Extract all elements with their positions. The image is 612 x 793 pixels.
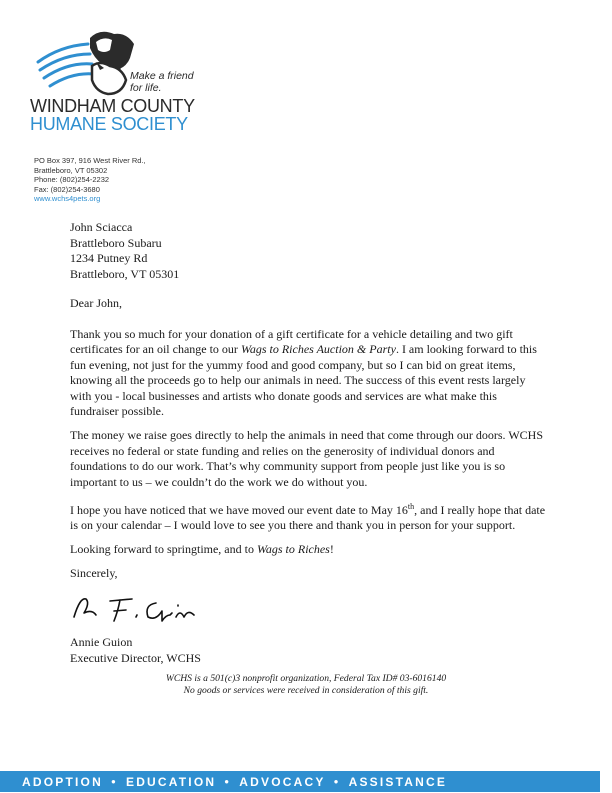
recipient-block bbox=[70, 220, 179, 282]
website-link[interactable]: www.wchs4pets.org bbox=[34, 194, 101, 204]
recipient-name: John Sciacca bbox=[70, 220, 133, 234]
org-address bbox=[34, 156, 146, 204]
paragraph-3: I hope you have noticed that we have moved our event date to May 16th, and I really hope that date is on your calendar – I would love to see you there and thank you in person for your support. bbox=[70, 501, 546, 532]
paragraph-2: The money we raise goes directly to help the animals in need that come through our doors. WCHS receives no federal or state funding and relies on the generosity of individual donors and foundations to do our work. That’s why community support from people just like you is so important to us – we couldn’t do the work we do without you. bbox=[70, 428, 543, 489]
phone-number: Phone: (802)254-2232 bbox=[34, 175, 110, 185]
paragraph-4: Looking forward to springtime, and to Wags to Riches! bbox=[70, 542, 334, 556]
signer-title: Executive Director, WCHS bbox=[70, 650, 201, 665]
event-name: Wags to Riches Auction & Party bbox=[240, 342, 396, 356]
fax-number: Fax: (802)254-3680 bbox=[34, 184, 100, 194]
bar-item-education: EDUCATION bbox=[125, 775, 217, 789]
bar-item-advocacy: ADVOCACY bbox=[239, 775, 326, 789]
no-goods-line: No goods or services were received in consideration of this gift. bbox=[183, 685, 429, 696]
bullet-icon: ● bbox=[333, 777, 341, 786]
tax-id-line: WCHS is a 501(c)3 nonprofit organization, Federal Tax ID# 03-6016140 bbox=[165, 673, 447, 684]
bullet-icon: ● bbox=[110, 777, 118, 786]
address-line-2: Brattleboro, VT 05302 bbox=[34, 165, 108, 175]
tagline-line-2: for life. bbox=[130, 82, 162, 94]
brand-tagline bbox=[130, 70, 210, 94]
address-line-1: PO Box 397, 916 West River Rd., bbox=[34, 156, 146, 165]
bullet-icon: ● bbox=[224, 777, 232, 786]
letter-body bbox=[70, 296, 548, 590]
wchs-logo-icon bbox=[30, 24, 140, 104]
event-name-short: Wags to Riches bbox=[256, 542, 330, 556]
signer-block bbox=[70, 635, 201, 666]
recipient-street: 1234 Putney Rd bbox=[70, 251, 148, 265]
org-name-line-2: HUMANE SOCIETY bbox=[30, 114, 188, 134]
bar-item-assistance: ASSISTANCE bbox=[348, 775, 448, 789]
paragraph-1: Thank you so much for your donation of a gift certificate for a vehicle detailing and two gift certificates for an oil change to our Wags to Riches Auction & Party. I am looking forward to this fun evening, not just for the yummy food and good company, but so I can bid on great items, knowing all the proceeds go to help our animals in need. The success of this event rests largely with you - local businesses and artists who donate goods and services are what make this fundraiser possible. bbox=[70, 326, 537, 418]
recipient-city: Brattleboro, VT 05301 bbox=[70, 266, 180, 281]
handwritten-signature bbox=[70, 591, 220, 625]
tax-disclaimer bbox=[0, 673, 612, 697]
signer-name: Annie Guion bbox=[70, 635, 133, 649]
org-name-line-1: WINDHAM COUNTY bbox=[30, 96, 195, 116]
greeting: Dear John, bbox=[70, 296, 122, 310]
bar-item-adoption: ADOPTION bbox=[22, 775, 103, 789]
closing: Sincerely, bbox=[70, 566, 118, 580]
tagline-line-1: Make a friend bbox=[130, 70, 194, 82]
recipient-company: Brattleboro Subaru bbox=[70, 235, 162, 250]
organization-name bbox=[30, 97, 195, 133]
mission-bar bbox=[0, 771, 600, 792]
